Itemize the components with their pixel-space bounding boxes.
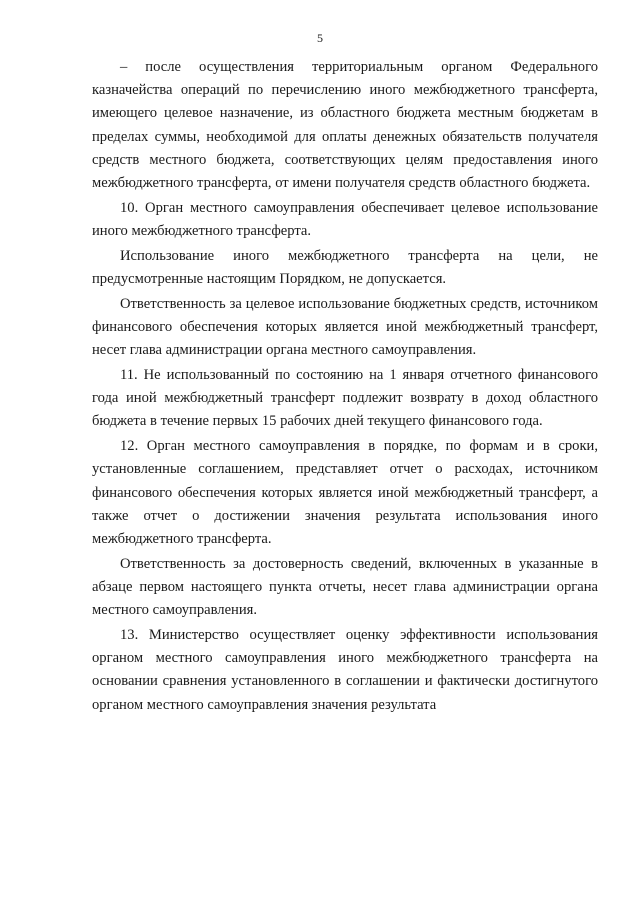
paragraph-10-prohibition: Использование иного межбюджетного трансферта на цели, не предусмотренные настоящим Порядком, не допускается. — [92, 247, 598, 288]
paragraph-12-report: 12. Орган местного самоуправления в порядке, по формам и в сроки, установленные соглашением, представляет отчет о расходах, источником финансового обеспечения которых является иной межбюджетный трансферт, а также отчет о достижении значения результата использования иного межбюджетного трансферта. — [92, 438, 598, 548]
paragraph-12-responsibility: Ответственность за достоверность сведений, включенных в указанные в абзаце первом настоящего пункта отчеты, несет глава администрации органа местного самоуправления. — [92, 555, 598, 619]
paragraph-11-return: 11. Не использованный по состоянию на 1 января отчетного финансового года иной межбюджетный трансферт подлежит возврату в доход областного бюджета в течение первых 15 рабочих дней текущего финансового года. — [92, 367, 598, 430]
document-body — [92, 56, 598, 718]
paragraph-13-evaluation: 13. Министерство осуществляет оценку эффективности использования органом местного самоуправления иного межбюджетного трансферта на основании сравнения установленного в соглашении и фактически достигнутого органом местного самоуправления значения результата — [92, 627, 598, 713]
page-number: 5 — [317, 31, 323, 45]
paragraph-10-responsibility: Ответственность за целевое использование бюджетных средств, источником финансового обеспечения которых является иной межбюджетный трансферт, несет глава администрации органа местного самоуправления. — [92, 295, 598, 359]
paragraph-transfer-conditions: – после осуществления территориальным органом Федерального казначейства операций по перечислению иного межбюджетного трансферта, имеющего целевое назначение, из областного бюджета местным бюджетам в пределах суммы, необходимой для оплаты денежных обязательств получателя средств местного бюджета, соответствующих целям предоставления иного межбюджетного трансферта, от имени получателя средств областного бюджета. — [92, 59, 598, 192]
paragraph-10-target-use: 10. Орган местного самоуправления обеспечивает целевое использование иного межбюджетного трансферта. — [92, 199, 598, 240]
